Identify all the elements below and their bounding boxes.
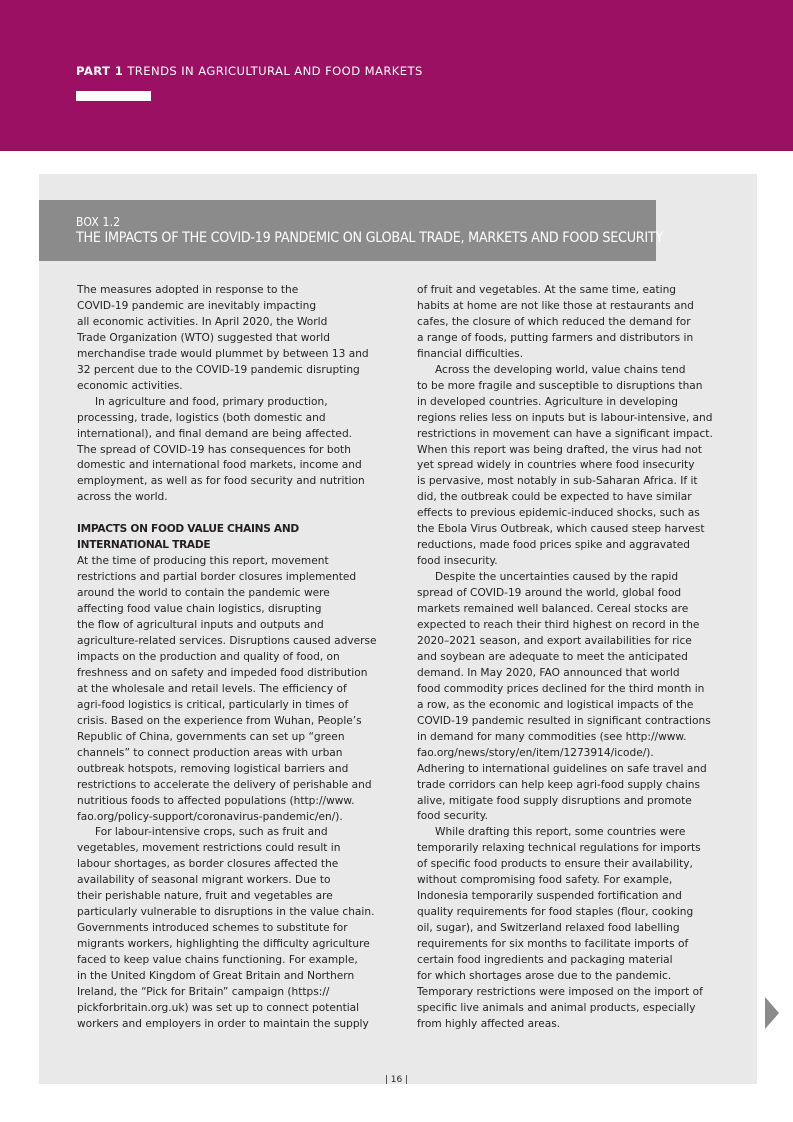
body-text-line: 2020–2021 season, and export availabilities for rice (417, 634, 692, 647)
body-text-line: food insecurity. (417, 555, 498, 568)
body-text-line: for which shortages arose due to the pandemic. (417, 969, 672, 982)
body-text-line: employment, as well as for food security and nutrition (77, 475, 365, 488)
paragraph-gap (77, 506, 382, 522)
body-text-line: restrictions and partial border closures implemented (77, 571, 357, 584)
body-text-line: Adhering to international guidelines on safe travel and (417, 762, 707, 775)
body-text-line: outbreak hotspots, removing logistical barriers and (77, 762, 349, 775)
body-text-line: labour shortages, as border closures affected the (77, 858, 339, 871)
body-text-line: Governments introduced schemes to substitute for (77, 922, 348, 935)
body-text-line: Republic of China, governments can set up “green (77, 730, 345, 743)
body-text-line: certain food ingredients and packaging material (417, 954, 673, 967)
next-page-arrow-icon[interactable] (765, 997, 779, 1029)
body-text-line: Temporary restrictions were imposed on the import of (417, 985, 703, 998)
body-text-line: cafes, the closure of which reduced the demand for (417, 315, 691, 328)
body-text-line: Despite the uncertainties caused by the rapid (435, 571, 679, 584)
body-text-line: yet spread widely in countries where food insecurity (417, 459, 695, 472)
right-column (417, 283, 722, 1033)
body-text-line: food commodity prices declined for the third month in (417, 682, 705, 695)
body-text-line: impacts on the production and quality of food, on (77, 650, 340, 663)
body-text-line: financial difficulties. (417, 347, 524, 360)
body-text-line: around the world to contain the pandemic were (77, 587, 330, 600)
body-text-line: temporarily relaxing technical regulations for imports (417, 842, 701, 855)
body-text-line: affecting food value chain logistics, disrupting (77, 603, 322, 616)
body-text-line: habits at home are not like those at restaurants and (417, 299, 694, 312)
body-text-line: agri-food logistics is critical, particularly in times of (77, 698, 349, 711)
body-text-line: effects to previous epidemic-induced shocks, such as (417, 507, 700, 520)
section-heading-line: INTERNATIONAL TRADE (77, 539, 211, 552)
body-text-line: requirements for six months to facilitate imports of (417, 938, 689, 951)
body-text-line: 32 percent due to the COVID-19 pandemic disrupting (77, 363, 360, 376)
body-text-line: workers and employers in order to maintain the supply (77, 1017, 369, 1030)
part-label: PART 1 (76, 64, 124, 78)
body-text-line: reductions, made food prices spike and aggravated (417, 539, 690, 552)
body-text-line: In agriculture and food, primary production, (95, 395, 328, 408)
body-text-line: fao.org/policy-support/coronavirus-pandemic/en/). (77, 810, 343, 823)
page-number: | 16 | (384, 1075, 409, 1085)
body-text-line: trade corridors can help keep agri-food supply chains (417, 778, 700, 791)
body-text-line: For labour-intensive crops, such as fruit and (95, 826, 328, 839)
body-text-line: in the United Kingdom of Great Britain and Northern (77, 970, 355, 983)
body-text-line: channels” to connect production areas with urban (77, 746, 343, 759)
body-text-line: the Ebola Virus Outbreak, which caused steep harvest (417, 523, 705, 536)
body-text-line: expected to reach their third highest on record in the (417, 619, 700, 632)
body-text-line: restrictions in movement can have a significant impact. (417, 427, 713, 440)
body-text-line: and soybean are adequate to meet the anticipated (417, 650, 688, 663)
body-text-line: economic activities. (77, 379, 183, 392)
body-text-line: merchandise trade would plummet by between 13 and (77, 347, 369, 360)
body-text-line: The measures adopted in response to the (77, 284, 299, 296)
box-title: THE IMPACTS OF THE COVID-19 PANDEMIC ON GLOBAL TRADE, MARKETS AND FOOD SECURITY (76, 230, 664, 246)
body-text-line: domestic and international food markets, income and (77, 459, 362, 472)
body-text-line: Trade Organization (WTO) suggested that world (77, 331, 330, 344)
body-text-line: When this report was being drafted, the virus had not (417, 443, 703, 456)
body-text-line: faced to keep value chains functioning. For example, (77, 954, 358, 967)
body-text-line: food security. (417, 810, 488, 823)
body-text-line: pickforbritain.org.uk) was set up to connect potential (77, 1001, 360, 1014)
body-text-line: The spread of COVID-19 has consequences for both (77, 443, 351, 456)
body-text-line: particularly vulnerable to disruptions in the value chain. (77, 906, 375, 919)
body-text-line: all economic activities. In April 2020, the World (77, 315, 328, 328)
body-text-line: freshness and on safety and impeded food distribution (77, 666, 368, 679)
body-text-line: at the wholesale and retail levels. The efficiency of (77, 682, 347, 695)
body-text-line: agriculture-related services. Disruptions caused adverse (77, 635, 377, 648)
body-text-line: oil, sugar), and Switzerland relaxed food labelling (417, 922, 680, 935)
running-header (76, 64, 423, 78)
box-number: BOX 1.2 (76, 215, 121, 229)
body-text-line: processing, trade, logistics (both domestic and (77, 411, 326, 424)
body-text-line: did, the outbreak could be expected to have similar (417, 491, 692, 504)
body-text-line: international), and final demand are being affected. (77, 427, 353, 440)
body-text-line: is pervasive, most notably in sub-Saharan Africa. If it (417, 475, 698, 488)
body-text-line: restrictions to accelerate the delivery of perishable and (77, 778, 372, 791)
body-text-line: Indonesia temporarily suspended fortification and (417, 890, 682, 903)
header-accent-bar (76, 91, 151, 101)
body-text-line: fao.org/news/story/en/item/1273914/icode/). (417, 746, 654, 759)
body-text-line: availability of seasonal migrant workers. Due to (77, 874, 331, 887)
body-text-line: specific live animals and animal products, especially (417, 1001, 696, 1014)
body-text-line: from highly affected areas. (417, 1017, 561, 1030)
body-text-line: regions relies less on inputs but is labour-intensive, and (417, 411, 713, 424)
body-text-line: across the world. (77, 491, 168, 504)
body-text-line: in developed countries. Agriculture in developing (417, 395, 678, 408)
body-text-line: COVID-19 pandemic are inevitably impacting (77, 299, 317, 312)
body-text-line: to be more fragile and susceptible to disruptions than (417, 379, 703, 392)
body-text-line: quality requirements for food staples (flour, cooking (417, 906, 694, 919)
body-text-line: in demand for many commodities (see http://www. (417, 730, 687, 743)
body-text-line: the flow of agricultural inputs and outputs and (77, 619, 324, 632)
body-text-line: Ireland, the “Pick for Britain” campaign (https:// (77, 985, 330, 998)
body-text-line: At the time of producing this report, movement (77, 555, 329, 568)
section-heading-line: IMPACTS ON FOOD VALUE CHAINS AND (77, 523, 299, 536)
left-column (77, 283, 382, 1033)
body-text-line: without compromising food safety. For example, (417, 874, 673, 887)
body-text-line: markets remained well balanced. Cereal stocks are (417, 603, 689, 616)
body-text-line: vegetables, movement restrictions could result in (77, 842, 341, 855)
body-text-line: spread of COVID-19 around the world, global food (417, 587, 682, 600)
body-text-line: a range of foods, putting farmers and distributors in (417, 331, 694, 344)
body-text-line: demand. In May 2020, FAO announced that world (417, 666, 680, 679)
body-text-line: migrants workers, highlighting the difficulty agriculture (77, 938, 370, 951)
body-text-line: While drafting this report, some countries were (435, 826, 686, 839)
part-title: TRENDS IN AGRICULTURAL AND FOOD MARKETS (127, 64, 423, 78)
body-text-line: a row, as the economic and logistical impacts of the (417, 698, 694, 711)
body-text-line: of fruit and vegetables. At the same time, eating (417, 284, 677, 296)
body-text-line: crisis. Based on the experience from Wuhan, People’s (77, 714, 362, 727)
body-text-line: alive, mitigate food supply disruptions and promote (417, 794, 692, 807)
body-text-line: nutritious foods to affected populations (http://www. (77, 794, 355, 807)
body-text-line: of specific food products to ensure their availability, (417, 858, 693, 871)
body-text-line: Across the developing world, value chains tend (435, 363, 686, 376)
body-text-line: COVID-19 pandemic resulted in significant contractions (417, 714, 711, 727)
body-text-line: their perishable nature, fruit and vegetables are (77, 890, 333, 903)
